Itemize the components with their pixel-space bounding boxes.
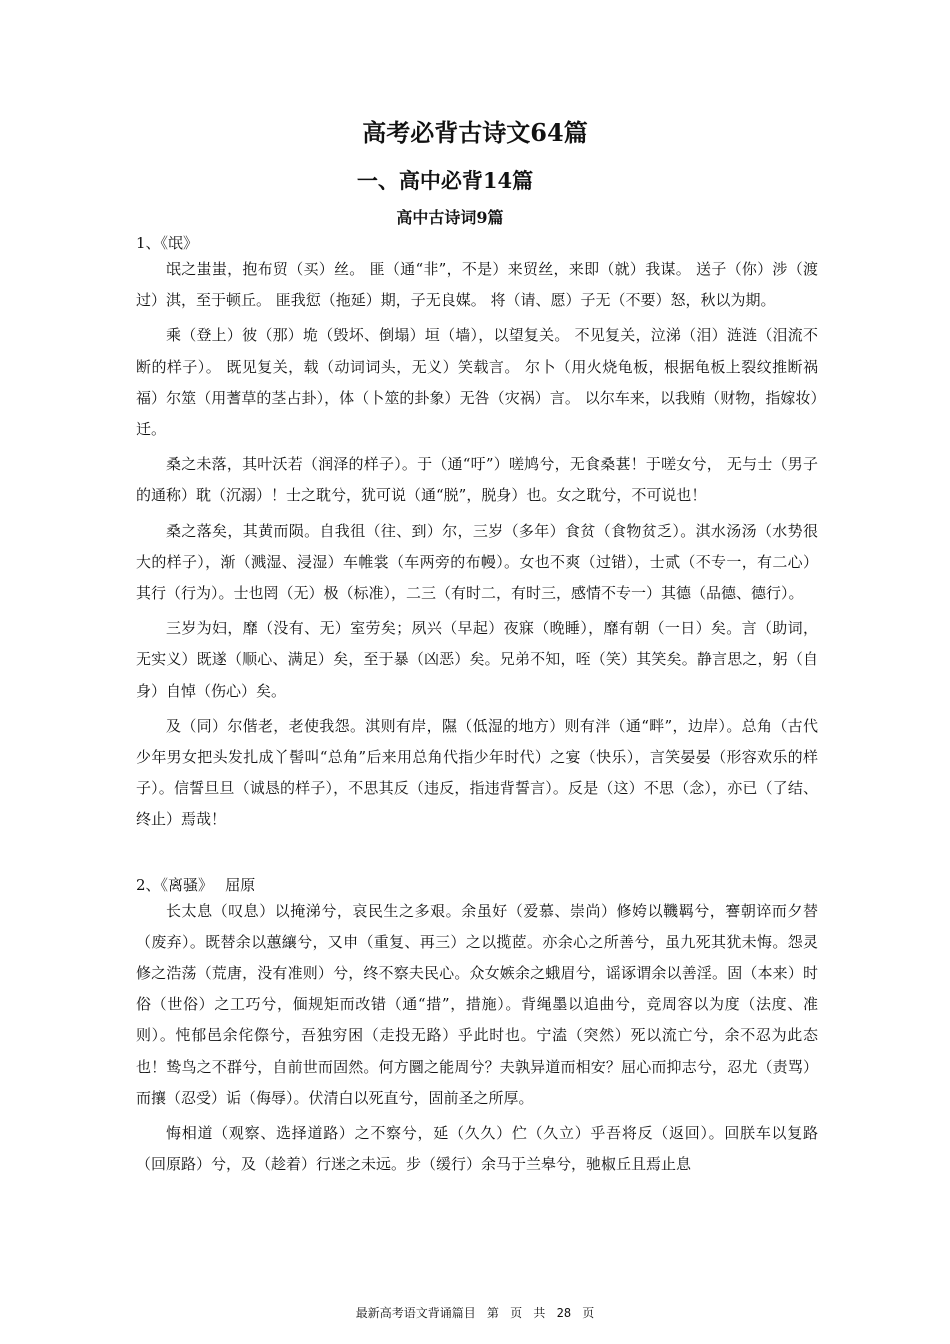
- paragraph-spacer: [136, 840, 818, 874]
- poem1-paragraph-1: 氓之蚩蚩，抱布贸（买）丝。 匪（通“非”，不是）来贸丝，来即（就）我谋。 送子（你）涉（渡过）淇，至于顿丘。 匪我愆（拖延）期，子无良媒。 将（请、愿）子无（不要）怒，秋以为期。: [136, 260, 818, 310]
- poem-heading-1: 1、《氓》: [136, 234, 199, 252]
- poem1-paragraph-2: 乘（登上）彼（那）垝（毁坏、倒塌）垣（墙），以望复关。 不见复关，泣涕（泪）涟涟（泪流不断的样子）。 既见复关，载（动词词头，无义）笑载言。 尔卜（用火烧龟板，根据龟板上裂纹推断祸福）尔筮（用蓍草的茎占卦），体（卜筮的卦象）无咎（灾祸）言。 以尔车来，以我贿（财物，指嫁妆）迁。: [136, 326, 818, 439]
- page-footer: 最新高考语文背诵篇目 第 页 共 28 页: [355, 1306, 595, 1320]
- section-title: 一、高中必背14篇: [356, 168, 534, 193]
- poem1-paragraph-3: 桑之未落，其叶沃若（润泽的样子）。于（通“吁”）嗟鸠兮，无食桑葚！于嗟女兮， 无与士（男子的通称）耽（沉溺）！士之耽兮，犹可说（通“脱”，脱身）也。女之耽兮，不可说也！: [136, 455, 818, 505]
- poem2-paragraph-2: 悔相道（观察、选择道路）之不察兮，延（久久）伫（久立）乎吾将反（返回）。回朕车以复路（回原路）兮，及（趁着）行迷之未远。步（缓行）余马于兰皋兮，驰椒丘且焉止息: [136, 1124, 818, 1174]
- poem1-paragraph-5: 三岁为妇，靡（没有、无）室劳矣；夙兴（早起）夜寐（晚睡），靡有朝（一日）矣。言（助词，无实义）既遂（顺心、满足）矣，至于暴（凶恶）矣。兄弟不知，咥（笑）其笑矣。静言思之，躬（自身）自悼（伤心）矣。: [136, 619, 818, 700]
- document-title: 高考必背古诗文64篇: [362, 118, 588, 147]
- poem2-paragraph-1: 长太息（叹息）以掩涕兮，哀民生之多艰。余虽好（爱慕、崇尚）修姱以鞿羁兮，謇朝谇而夕替（废弃）。既替余以蕙纕兮，又申（重复、再三）之以揽茝。亦余心之所善兮，虽九死其犹未悔。怨灵修之浩荡（荒唐，没有准则）兮，终不察夫民心。众女嫉余之蛾眉兮，谣诼谓余以善淫。固（本来）时俗（世俗）之工巧兮，偭规矩而改错（通“措”，措施）。背绳墨以追曲兮，竞周容以为度（法度、准则）。忳郁邑余侘傺兮，吾独穷困（走投无路）乎此时也。宁溘（突然）死以流亡兮，余不忍为此态也！鸷鸟之不群兮，自前世而固然。何方圜之能周兮？夫孰异道而相安？屈心而抑志兮，忍尤（责骂）而攘（忍受）诟（侮辱）。伏清白以死直兮，固前圣之所厚。: [136, 901, 818, 1107]
- poem1-paragraph-4: 桑之落矣，其黄而陨。自我徂（往、到）尔，三岁（多年）食贫（食物贫乏）。淇水汤汤（水势很大的样子），渐（溅湿、浸湿）车帷裳（车两旁的布幔）。女也不爽（过错），士贰（不专一，有二心）其行（行为）。士也罔（无）极（标准），二三（有时二，有时三，感情不专一）其德（品德、德行）。: [136, 521, 818, 603]
- poem1-paragraph-6: 及（同）尔偕老，老使我怨。淇则有岸，隰（低湿的地方）则有泮（通“畔”，边岸）。总角（古代少年男女把头发扎成丫髻叫“总角”后来用总角代指少年时代）之宴（快乐），言笑晏晏（形容欢乐的样子）。信誓旦旦（诚恳的样子），不思其反（违反，指违背誓言）。反是（这）不思（念），亦已（了结、终止）焉哉！: [136, 716, 818, 829]
- document-body: [136, 232, 818, 1184]
- poem-heading-2: 2、《离骚》 屈原: [136, 875, 256, 894]
- subsection-title: 高中古诗词9篇: [396, 208, 504, 227]
